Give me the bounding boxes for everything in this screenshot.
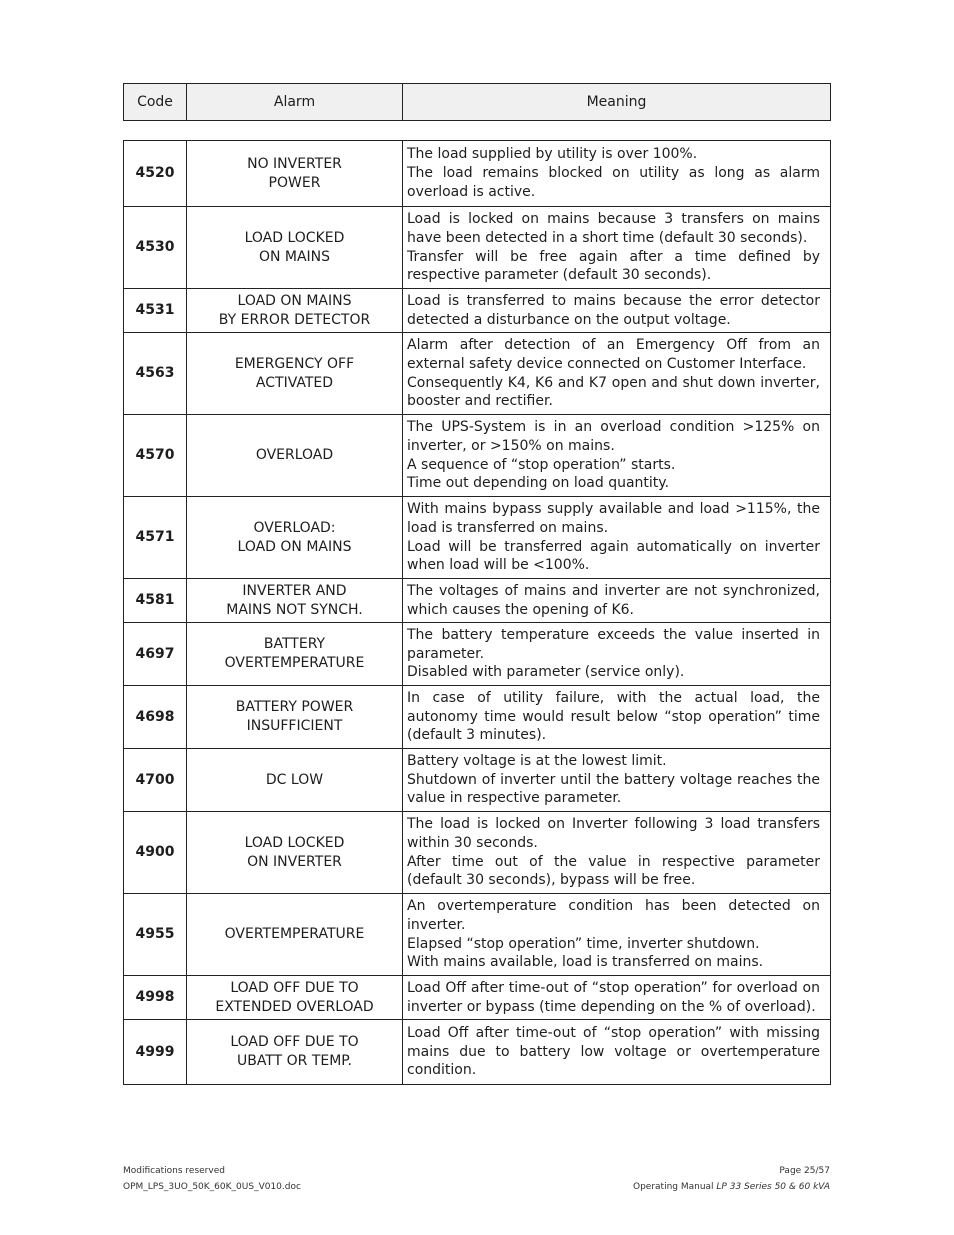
footer-page-number: Page 25/57 <box>779 1166 830 1176</box>
alarm-meaning <box>403 579 831 623</box>
alarm-code: 4700 <box>124 749 187 812</box>
alarm-code: 4563 <box>124 333 187 415</box>
alarm-name: DC LOW <box>187 749 403 812</box>
table-row <box>124 579 831 623</box>
alarm-table-body <box>124 141 831 1085</box>
table-row <box>124 333 831 415</box>
meaning-line: The battery temperature exceeds the value inserted in parameter. <box>407 626 820 662</box>
alarm-code: 4697 <box>124 623 187 686</box>
table-row <box>124 976 831 1020</box>
footer-filename: OPM_LPS_3UO_50K_60K_0US_V010.doc <box>123 1182 301 1192</box>
footer-manual-prefix: Operating Manual <box>633 1182 717 1192</box>
alarm-code: 4520 <box>124 141 187 207</box>
alarm-name: EMERGENCY OFF ACTIVATED <box>187 333 403 415</box>
alarm-name: OVERLOAD: LOAD ON MAINS <box>187 497 403 579</box>
alarm-code: 4900 <box>124 812 187 894</box>
table-row <box>124 1020 831 1085</box>
meaning-line: The load is locked on Inverter following 3 load transfers within 30 seconds. <box>407 815 820 851</box>
alarm-name: OVERTEMPERATURE <box>187 894 403 976</box>
alarm-meaning <box>403 686 831 749</box>
alarm-name: BATTERY OVERTEMPERATURE <box>187 623 403 686</box>
header-alarm: Alarm <box>187 84 403 120</box>
meaning-line: Disabled with parameter (service only). <box>407 664 685 681</box>
header-code: Code <box>124 84 187 120</box>
footer-manual-series: LP 33 Series 50 & 60 kVA <box>716 1182 830 1192</box>
meaning-line: An overtemperature condition has been detected on inverter. <box>407 897 820 933</box>
meaning-line: With mains available, load is transferred on mains. <box>407 954 764 971</box>
alarm-meaning <box>403 623 831 686</box>
meaning-line: Alarm after detection of an Emergency Off from an external safety device connected on Customer Interface. <box>407 336 820 372</box>
alarm-meaning <box>403 415 831 497</box>
table-row <box>124 415 831 497</box>
alarm-name: LOAD LOCKED ON MAINS <box>187 207 403 289</box>
alarm-meaning <box>403 497 831 579</box>
meaning-line: Load is locked on mains because 3 transfers on mains have been detected in a short time (default 30 seconds). <box>407 210 820 246</box>
meaning-line: The UPS-System is in an overload condition >125% on inverter, or >150% on mains. <box>407 418 820 454</box>
alarm-code: 4955 <box>124 894 187 976</box>
table-row <box>124 141 831 207</box>
table-row <box>124 207 831 289</box>
table-row <box>124 749 831 812</box>
alarm-name: BATTERY POWER INSUFFICIENT <box>187 686 403 749</box>
meaning-line: The load remains blocked on utility as long as alarm overload is active. <box>407 165 820 200</box>
alarm-code: 4698 <box>124 686 187 749</box>
alarm-name: LOAD ON MAINS BY ERROR DETECTOR <box>187 289 403 333</box>
alarm-table <box>123 140 831 1085</box>
alarm-code: 4571 <box>124 497 187 579</box>
meaning-line: With mains bypass supply available and load >115%, the load is transferred on mains. <box>407 500 820 536</box>
alarm-meaning <box>403 333 831 415</box>
alarm-name: OVERLOAD <box>187 415 403 497</box>
alarm-code: 4570 <box>124 415 187 497</box>
alarm-name: INVERTER AND MAINS NOT SYNCH. <box>187 579 403 623</box>
alarm-name: LOAD LOCKED ON INVERTER <box>187 812 403 894</box>
meaning-line: In case of utility failure, with the actual load, the autonomy time would result below “stop operation” time (default 3 minutes). <box>407 689 820 744</box>
table-row <box>124 894 831 976</box>
table-row <box>124 289 831 333</box>
table-row <box>124 497 831 579</box>
meaning-line: Elapsed “stop operation” time, inverter shutdown. <box>407 935 760 952</box>
footer-manual-title <box>633 1182 830 1192</box>
alarm-meaning <box>403 894 831 976</box>
alarm-code: 4530 <box>124 207 187 289</box>
alarm-code: 4581 <box>124 579 187 623</box>
meaning-line: Consequently K4, K6 and K7 open and shut down inverter, booster and rectifier. <box>407 374 820 410</box>
alarm-meaning <box>403 812 831 894</box>
meaning-line: Load Off after time-out of “stop operation” for overload on inverter or bypass (time depending on the % of overload). <box>407 979 820 1015</box>
alarm-meaning <box>403 141 831 207</box>
meaning-line: The load supplied by utility is over 100%. <box>407 146 698 163</box>
meaning-line: Battery voltage is at the lowest limit. <box>407 752 667 769</box>
meaning-line: Load is transferred to mains because the error detector detected a disturbance on the output voltage. <box>407 292 820 328</box>
alarm-name: LOAD OFF DUE TO EXTENDED OVERLOAD <box>187 976 403 1020</box>
alarm-code: 4998 <box>124 976 187 1020</box>
table-header <box>123 83 831 121</box>
alarm-name: LOAD OFF DUE TO UBATT OR TEMP. <box>187 1020 403 1085</box>
alarm-meaning <box>403 1020 831 1085</box>
table-row <box>124 812 831 894</box>
table-row <box>124 623 831 686</box>
meaning-line: Shutdown of inverter until the battery voltage reaches the value in respective parameter. <box>407 771 820 807</box>
alarm-meaning <box>403 289 831 333</box>
alarm-meaning <box>403 207 831 289</box>
meaning-line: The voltages of mains and inverter are not synchronized, which causes the opening of K6. <box>407 582 820 618</box>
alarm-code: 4531 <box>124 289 187 333</box>
meaning-line: After time out of the value in respective parameter (default 30 seconds), bypass will be free. <box>407 853 820 889</box>
alarm-meaning <box>403 976 831 1020</box>
meaning-line: Transfer will be free again after a time defined by respective parameter (default 30 seconds). <box>407 248 820 284</box>
alarm-code: 4999 <box>124 1020 187 1085</box>
meaning-line: Time out depending on load quantity. <box>407 475 670 492</box>
meaning-line: Load Off after time-out of “stop operation” with missing mains due to battery low voltage or overtemperature condition. <box>407 1024 820 1079</box>
alarm-name: NO INVERTER POWER <box>187 141 403 207</box>
table-row <box>124 686 831 749</box>
meaning-line: A sequence of “stop operation” starts. <box>407 456 676 473</box>
meaning-line: Load will be transferred again automatically on inverter when load will be <100%. <box>407 538 820 574</box>
header-meaning: Meaning <box>586 94 647 110</box>
footer-modifications: Modifications reserved <box>123 1166 225 1176</box>
alarm-meaning <box>403 749 831 812</box>
